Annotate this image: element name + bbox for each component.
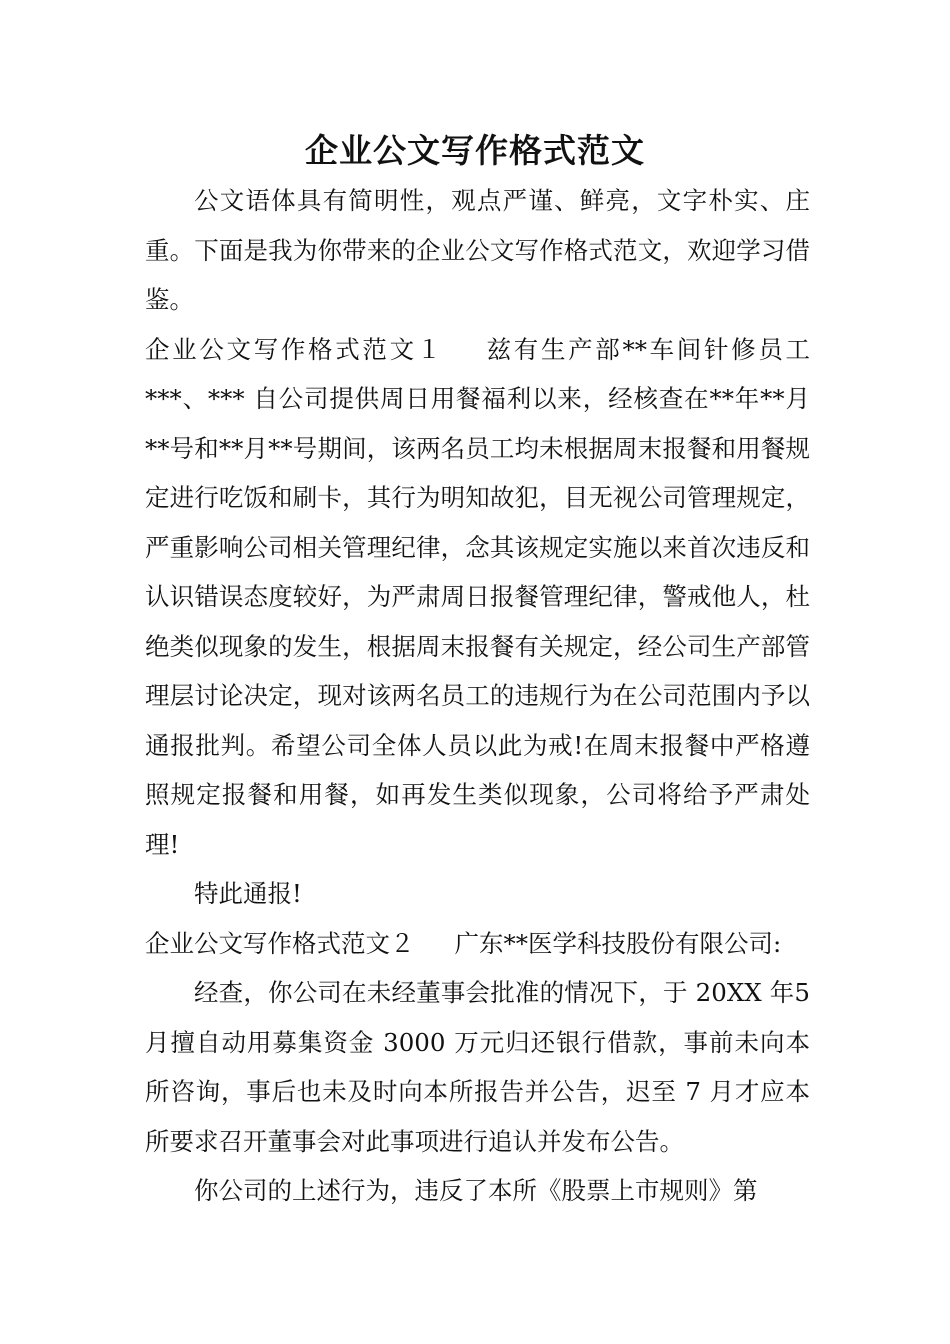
example1-paragraph — [145, 325, 810, 870]
document-title: 企业公文写作格式范文 — [305, 131, 645, 170]
example1-heading: 企业公文写作格式范文１ — [145, 334, 444, 364]
example2-paragraph-1: 经查，你公司在未经董事会批准的情况下，于 20XX 年5月擅自动用募集资金 3000 万元归还银行借款，事前未向本所咨询，事后也未及时向本所报告并公告，迟至 7 月才应本所要求召开董事会对此事项进行追认并发布公告。 — [145, 978, 810, 1156]
example2-heading-line — [145, 919, 810, 969]
example2-heading: 企业公文写作格式范文２ — [145, 928, 415, 958]
example2-recipient: 广东**医学科技股份有限公司: — [454, 928, 782, 958]
example1-body: 兹有生产部**车间针修员工 ***、*** 自公司提供周日用餐福利以来，经核查在**年**月**号和**月**号期间，该两名员工均未根据周末报餐和用餐规定进行吃饭和刷卡，其行为明知故犯，目无视公司管理规定，严重影响公司相关管理纪律，念其该规定实施以来首次违反和认识错误态度较好，为严肃周日报餐管理纪律，警戒他人，杜绝类似现象的发生，根据周末报餐有关规定，经公司生产部管理层讨论决定，现对该两名员工的违规行为在公司范围内予以通报批判。希望公司全体人员以此为戒!在周末报餐中严格遵照规定报餐和用餐，如再发生类似现象，公司将给予严肃处理! — [145, 334, 811, 859]
intro-paragraph: 公文语体具有简明性，观点严谨、鲜亮，文字朴实、庄重。下面是我为你带来的企业公文写作格式范文，欢迎学习借鉴。 — [145, 186, 810, 314]
example2-paragraph-2: 你公司的上述行为，违反了本所《股票上市规则》第 — [194, 1176, 758, 1205]
document-body — [145, 176, 810, 1216]
example1-closing: 特此通报! — [194, 879, 302, 908]
